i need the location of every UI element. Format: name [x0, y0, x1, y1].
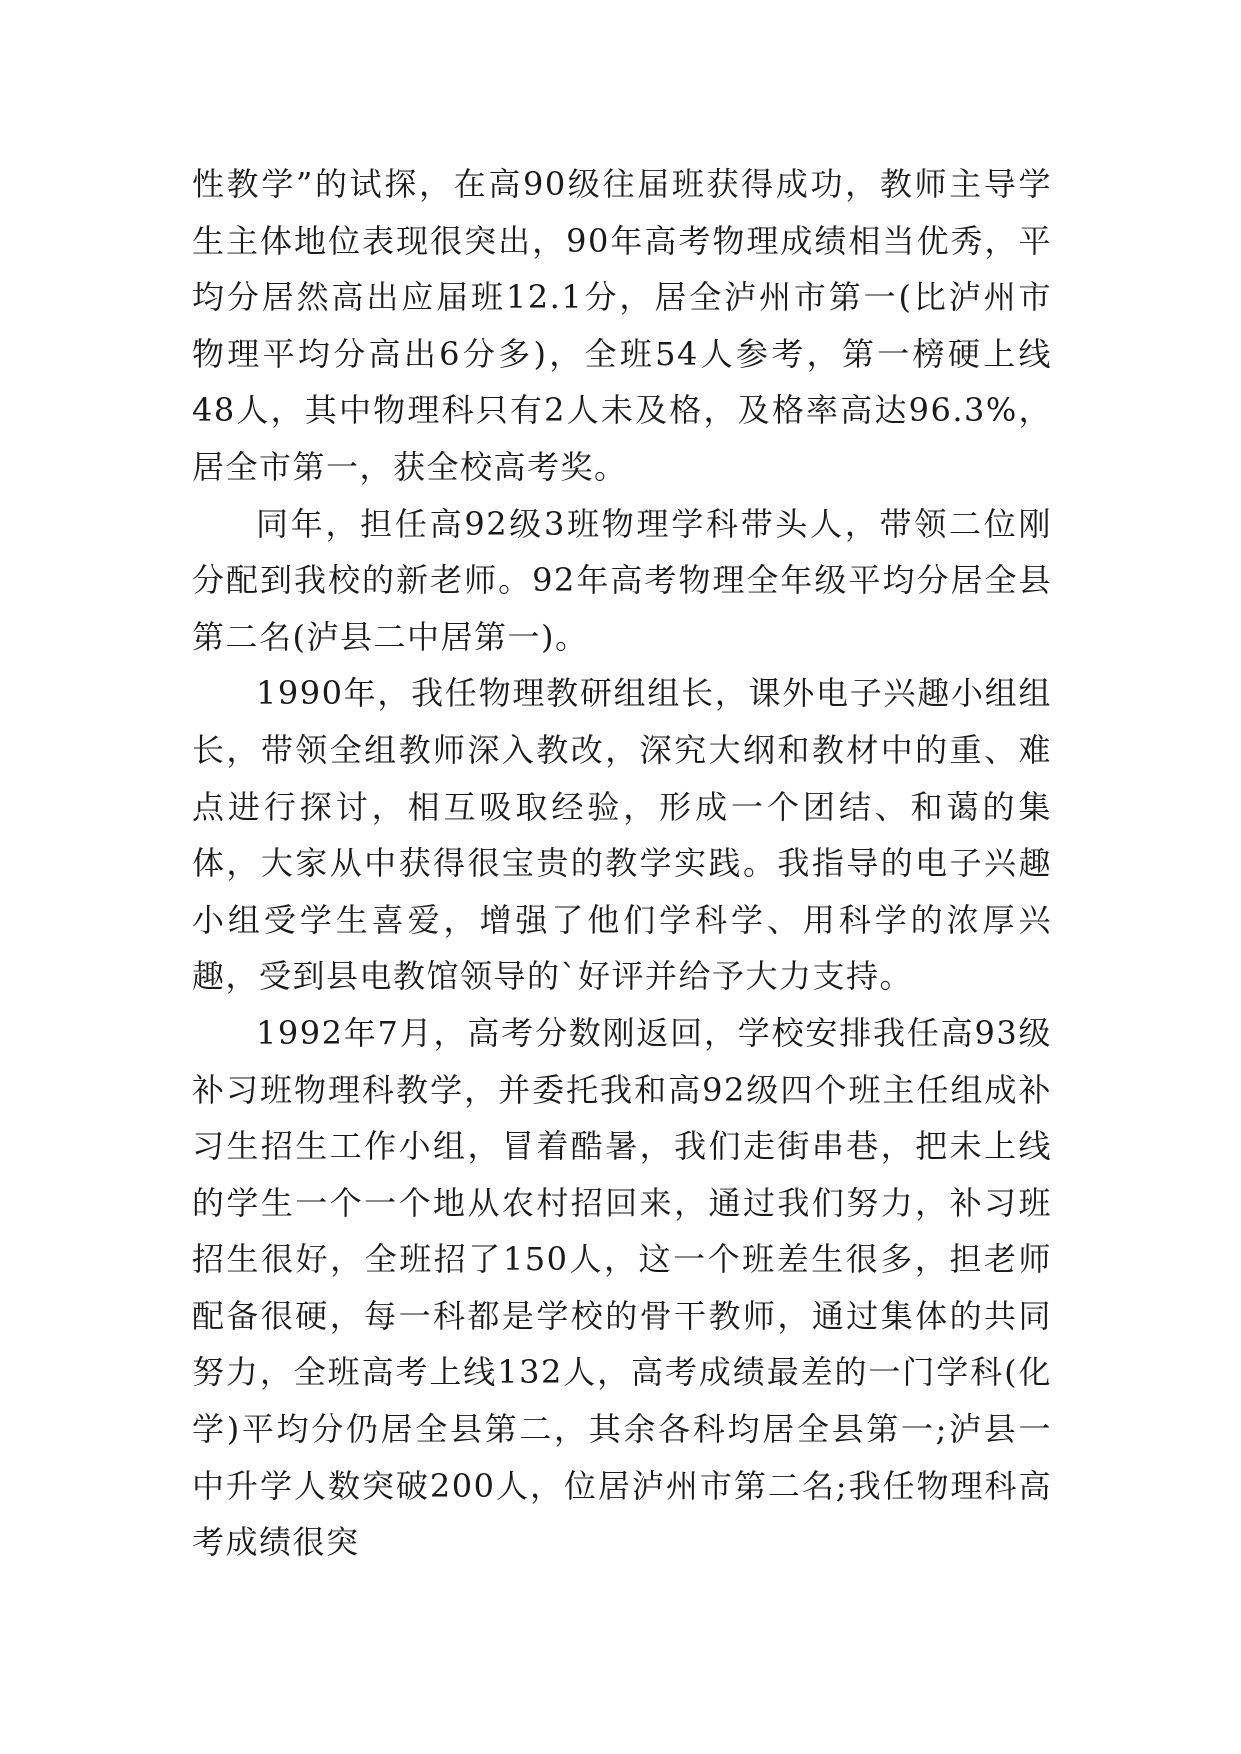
paragraph-4: 1992年7月，高考分数刚返回，学校安排我任高93级补习班物理科教学，并委托我和高92级四个班主任组成补习生招生工作小组，冒着酷暑，我们走街串巷，把未上线的学生一个一个地从农村招回来，通过我们努力，补习班招生很好，全班招了150人，这一个班差生很多，担老师配备很硬，每一科都是学校的骨干教师，通过集体的共同努力，全班高考上线132人，高考成绩最差的一门学科(化学)平均分仍居全县第二，其余各科均居全县第一;泸县一中升学人数突破200人，位居泸州市第二名;我任物理科高考成绩很突 [192, 1013, 1052, 1562]
document-body [192, 156, 1052, 1571]
paragraph-3: 1990年，我任物理教研组组长，课外电子兴趣小组组长，带领全组教师深入教改，深究大纲和教材中的重、难点进行探讨，相互吸取经验，形成一个团结、和蔼的集体，大家从中获得很宝贵的教学实践。我指导的电子兴趣小组受学生喜爱，增强了他们学科学、用科学的浓厚兴趣，受到县电教馆领导的`好评并给予大力支持。 [192, 674, 1052, 996]
paragraph-1: 性教学”的试探，在高90级往届班获得成功，教师主导学生主体地位表现很突出，90年高考物理成绩相当优秀，平均分居然高出应届班12.1分，居全泸州市第一(比泸州市物理平均分高出6分多)，全班54人参考，第一榜硬上线48人，其中物理科只有2人未及格，及格率高达96.3%，居全市第一，获全校高考奖。 [192, 165, 1052, 486]
paragraph-2: 同年，担任高92级3班物理学科带头人，带领二位刚分配到我校的新老师。92年高考物理全年级平均分居全县第二名(泸县二中居第一)。 [192, 504, 1052, 656]
